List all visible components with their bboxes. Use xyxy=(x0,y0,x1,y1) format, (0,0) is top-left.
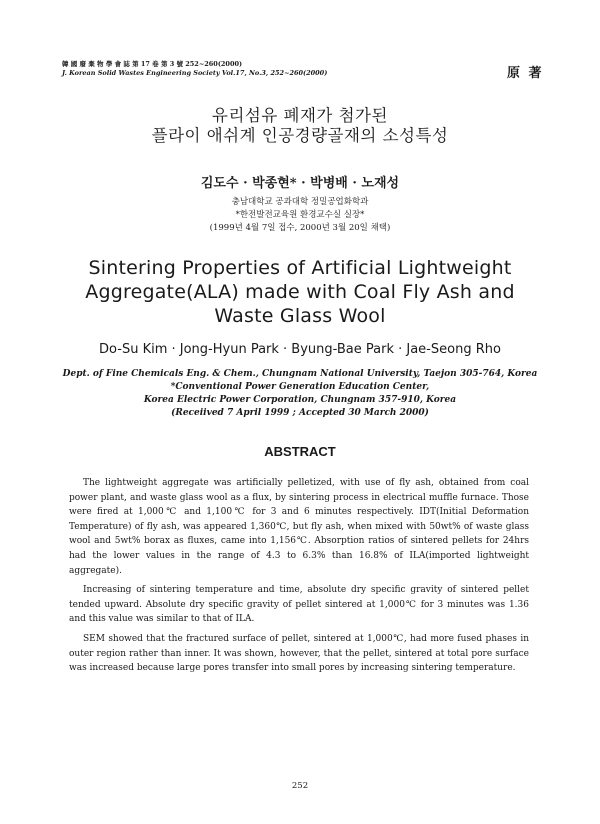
english-affiliation-line: *Conventional Power Generation Education Center, xyxy=(170,382,430,392)
english-affiliation xyxy=(0,368,600,420)
korean-authors: 김도수 · 박종현* · 박병배 · 노재성 xyxy=(200,176,400,191)
abstract-body xyxy=(69,476,529,681)
korean-title xyxy=(0,106,600,146)
english-affiliation-line: Dept. of Fine Chemicals Eng. & Chem., Chungnam National University, Taejon 305-764, Korea xyxy=(62,369,538,379)
english-title xyxy=(0,256,600,328)
korean-affiliation-line: *한전발전교육원 환경교수실 실장* xyxy=(235,210,365,220)
english-received-dates: (Receiived 7 April 1999 ; Accepted 30 March 2000) xyxy=(171,408,429,418)
english-authors: Do-Su Kim · Jong-Hyun Park · Byung-Bae Park · Jae-Seong Rho xyxy=(99,342,501,357)
abstract-paragraph: The lightweight aggregate was artificially pelletized, with use of fly ash, obtained from coal power plant, and waste glass wool as a flux, by sintering process in electrical muffle furnace. Those were fired at 1,000℃ and 1,100℃ for 3 and 6 minutes respectively. IDT(Initial Deformation Temperature) of fly ash, was appeared 1,360℃, but fly ash, when mixed with 50wt% of waste glass wool and 5wt% borax as fluxes, came into 1,156℃. Absorption ratios of sintered pellets for 24hrs had the lower values in the range of 4.3 to 6.3% than 16.8% of ILA(imported lightweight aggregate). xyxy=(69,478,529,576)
english-affiliation-line: Korea Electric Power Corporation, Chungnam 357-910, Korea xyxy=(143,395,457,405)
journal-header xyxy=(62,60,327,78)
article-type-badge: 原 著 xyxy=(507,66,544,81)
korean-title-line: 플라이 애쉬계 인공경량골재의 소성특성 xyxy=(151,126,449,145)
english-title-line: Sintering Properties of Artificial Lightweight xyxy=(88,257,512,279)
abstract-heading: ABSTRACT xyxy=(264,444,336,459)
korean-received-dates: (1999년 4월 7일 접수, 2000년 3월 20일 채택) xyxy=(209,223,391,233)
abstract-paragraph: Increasing of sintering temperature and time, absolute dry specific gravity of sintered pellet tended upward. Absolute dry specific gravity of pellet sintered at 1,000℃ for 3 minutes was 1.36 and this value was similar to that of ILA. xyxy=(69,585,529,625)
journal-citation-korean: 韓 國 廢 棄 物 學 會 誌 第 17 卷 第 3 號 252~260(2000) xyxy=(62,60,243,68)
journal-citation-english: J. Korean Solid Wastes Engineering Society Vol.17, No.3, 252~260(2000) xyxy=(62,69,328,77)
korean-affiliation xyxy=(0,196,600,235)
abstract-paragraph: SEM showed that the fractured surface of pellet, sintered at 1,000℃, had more fused phases in outer region rather than inner. It was shown, however, that the pellet, sintered at total pore surface was increased because large pores transfer into small pores by increasing sintering temperature. xyxy=(69,633,529,674)
page-number: 252 xyxy=(291,781,309,791)
english-title-line: Waste Glass Wool xyxy=(214,305,386,327)
korean-affiliation-line: 충남대학교 공과대학 정밀공업화학과 xyxy=(231,197,369,207)
korean-title-line: 유리섬유 폐재가 첨가된 xyxy=(212,106,388,125)
english-title-line: Aggregate(ALA) made with Coal Fly Ash and xyxy=(85,281,515,303)
